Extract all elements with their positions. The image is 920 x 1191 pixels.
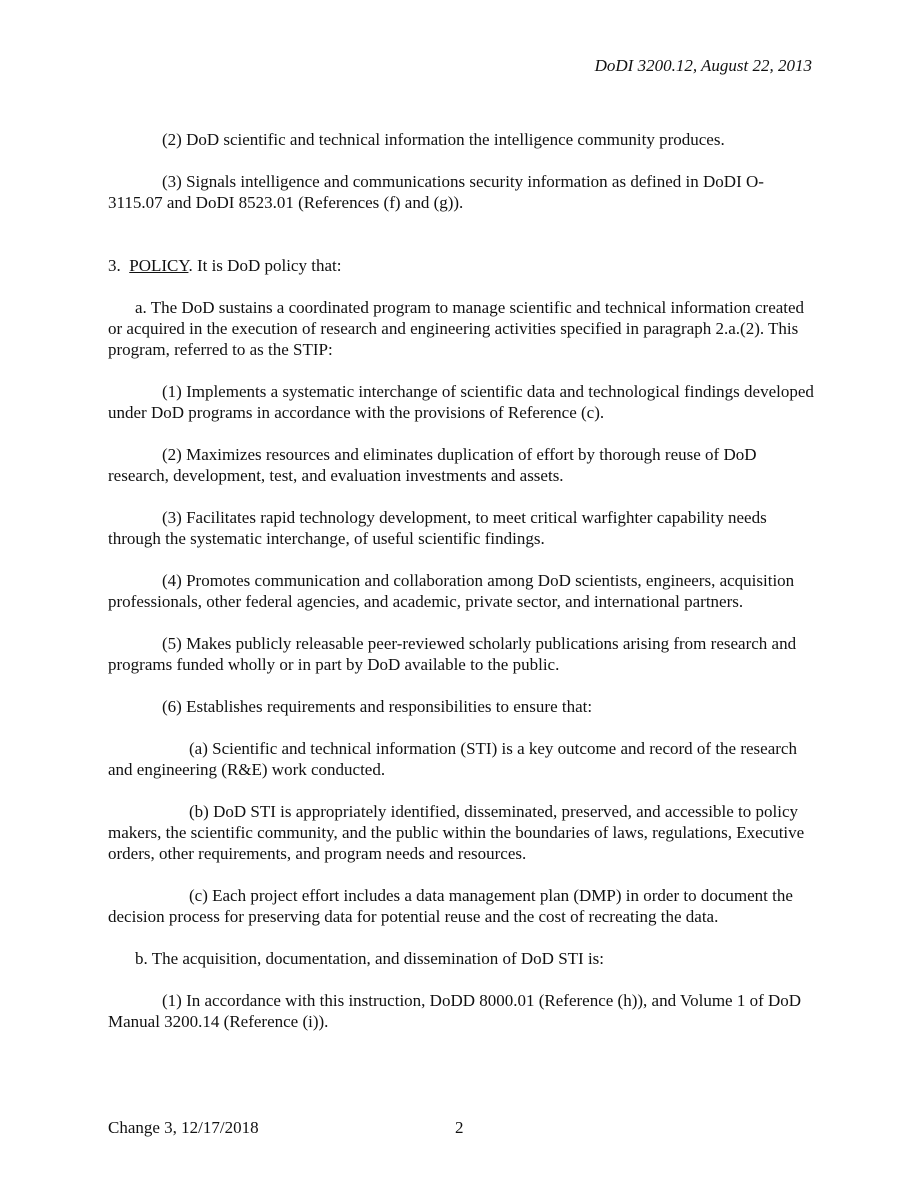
paragraph-3-a-1: (1) Implements a systematic interchange of scientific data and technological findings developed under DoD programs in accordance with the provisions of Reference (c). — [108, 382, 814, 422]
section-lead: . It is DoD policy that: — [188, 256, 342, 275]
paragraph-3-a-6-b: (b) DoD STI is appropriately identified, disseminated, preserved, and accessible to policy makers, the scientific community, and the public within the boundaries of laws, regulations, Executive orders, other requirements, and program needs and resources. — [108, 802, 805, 863]
paragraph-2-3: (3) Signals intelligence and communications security information as defined in DoDI O-3115.07 and DoDI 8523.01 (References (f) and (g)). — [108, 172, 764, 212]
paragraph-3-a-5: (5) Makes publicly releasable peer-reviewed scholarly publications arising from research and programs funded wholly or in part by DoD available to the public. — [108, 634, 797, 674]
paragraph-3-a-6-a: (a) Scientific and technical information (STI) is a key outcome and record of the research and engineering (R&E) work conducted. — [108, 739, 797, 779]
body-text — [108, 129, 814, 1053]
paragraph-2-2: (2) DoD scientific and technical information the intelligence community produces. — [162, 130, 725, 149]
header-doc-id: DoDI 3200.12, August 22, 2013 — [594, 56, 812, 75]
section-number: 3. — [108, 256, 121, 275]
footer-page-number: 2 — [455, 1118, 464, 1137]
section-title: POLICY — [129, 256, 189, 275]
section-3-heading — [108, 255, 814, 276]
paragraph-3-a-6: (6) Establishes requirements and responsibilities to ensure that: — [162, 697, 593, 716]
paragraph-3-b-1: (1) In accordance with this instruction, DoDD 8000.01 (Reference (h)), and Volume 1 of DoD Manual 3200.14 (Reference (i)). — [108, 991, 802, 1031]
paragraph-3-a-6-c: (c) Each project effort includes a data management plan (DMP) in order to document the decision process for preserving data for potential reuse and the cost of recreating the data. — [108, 886, 793, 926]
paragraph-3-a-2: (2) Maximizes resources and eliminates duplication of effort by thorough reuse of DoD research, development, test, and evaluation investments and assets. — [108, 445, 757, 485]
paragraph-3-a-4: (4) Promotes communication and collaboration among DoD scientists, engineers, acquisition professionals, other federal agencies, and academic, private sector, and international partners. — [108, 571, 795, 611]
footer-change: Change 3, 12/17/2018 — [108, 1118, 259, 1137]
paragraph-3-b: b. The acquisition, documentation, and dissemination of DoD STI is: — [135, 949, 605, 968]
paragraph-3-a-3: (3) Facilitates rapid technology development, to meet critical warfighter capability needs through the systematic interchange, of useful scientific findings. — [108, 508, 767, 548]
paragraph-3-a: a. The DoD sustains a coordinated program to manage scientific and technical information created or acquired in the execution of research and engineering activities specified in paragraph 2.a.(2). This program, referred to as the STIP: — [108, 298, 805, 359]
